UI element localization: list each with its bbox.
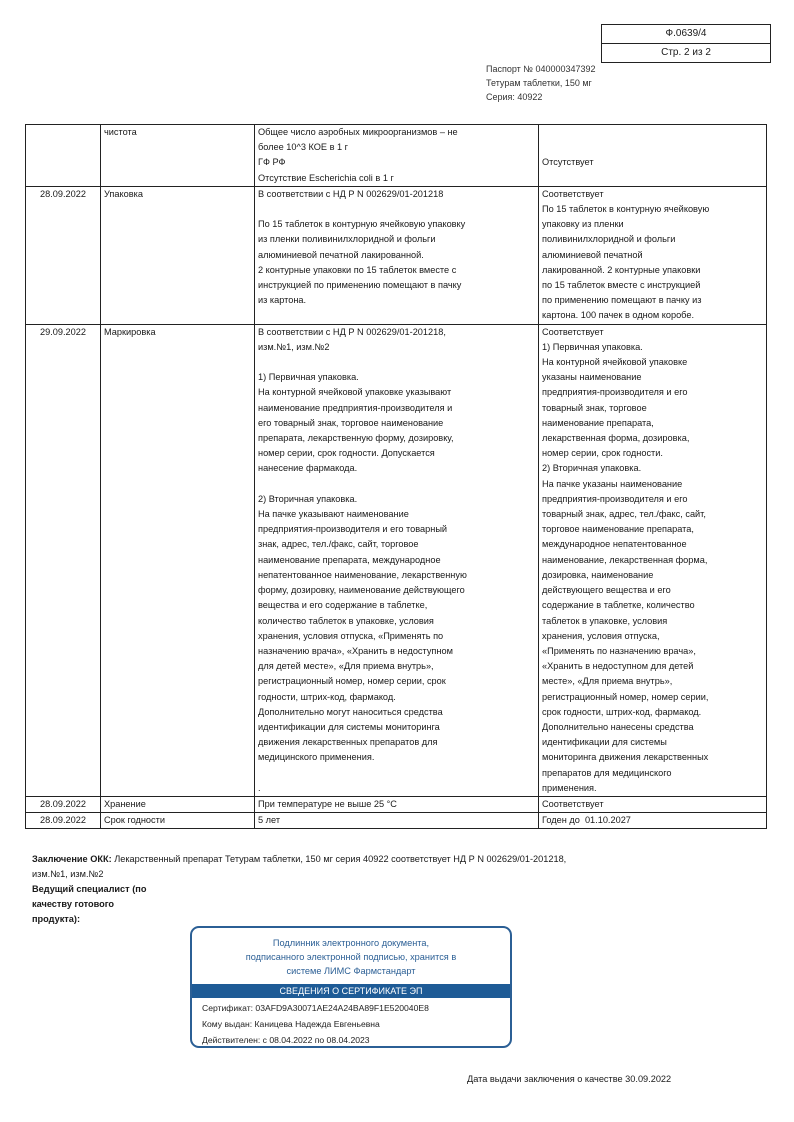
row-spec: Общее число аэробных микроорганизмов – не более 10^3 КОЕ в 1 г ГФ РФ Отсутствие Escherichia coli в 1 г <box>255 125 539 187</box>
row-spec: В соответствии с НД Р N 002629/01-201218, изм.№1, изм.№2 1) Первичная упаковка. На контурной ячейковой упаковке указывают наименование предприятия-производителя и его товарный знак, торговое наименование препарата, лекарственную форму, дозировку, номер серии, срок годности. Допускается нанесение фармакода. 2) Вторичная упаковка. На пачке указывают наименование предприятия-производителя и его товарный знак, адрес, тел./факс, сайт, торговое наименование препарата, международное непатентованное наименование, лекарственную форму, дозировку, наименование действующего вещества и его содержание в таблетке, количество таблеток в упаковке, условия хранения, условия отпуска, «Применять по назначению врача», «Хранить в недоступном для детей месте», «Для приема внутрь», регистрационный номер, номер серии, срок годности, штрих-код, фармакод. Дополнительно могут наноситься средства идентификации для системы мониторинга движения лекарственных препаратов для медицинского применения. . <box>255 324 539 796</box>
stamp-certificate: Сертификат: 03AFD9A30071AE24A24BA89F1E520040E8 <box>202 1003 429 1013</box>
row-indicator: чистота <box>101 125 255 187</box>
stamp-line-1: Подлинник электронного документа, <box>272 938 430 948</box>
row-date <box>26 125 101 187</box>
row-indicator: Срок годности <box>101 813 255 829</box>
table-row <box>26 813 767 829</box>
table-row <box>26 796 767 812</box>
series-number: Серия: 40922 <box>486 92 543 102</box>
stamp-owner: Кому выдан: Каницева Надежда Евгеньевна <box>202 1019 380 1029</box>
form-code-box <box>601 24 771 63</box>
passport-block <box>486 62 596 104</box>
row-indicator: Хранение <box>101 796 255 812</box>
passport-number: Паспорт № 040000347392 <box>486 64 596 74</box>
stamp-validity: Действителен: с 08.04.2022 по 08.04.2023 <box>202 1035 370 1045</box>
issue-date: Дата выдачи заключения о качестве 30.09.2022 <box>467 1074 672 1084</box>
conclusion-text-2: изм.№1, изм.№2 <box>32 869 104 879</box>
row-date: 28.09.2022 <box>26 813 101 829</box>
lead-specialist-label: Ведущий специалист (по качеству готового продукта): <box>32 884 147 924</box>
conclusion-label: Заключение ОКК: <box>32 854 112 864</box>
row-indicator: Упаковка <box>101 186 255 324</box>
row-spec: В соответствии с НД Р N 002629/01-201218 По 15 таблеток в контурную ячейковую упаковку из пленки поливинилхлоридной и фольги алюминиевой печатной лакированной. 2 контурные упаковки по 15 таблеток вместе с инструкцией по применению помещают в пачку из картона. <box>255 186 539 324</box>
table-row <box>26 186 767 324</box>
signature-stamp <box>190 926 512 1048</box>
row-spec: 5 лет <box>255 813 539 829</box>
quality-table <box>25 124 767 829</box>
row-result: Годен до 01.10.2027 <box>539 813 767 829</box>
stamp-line-2: подписанного электронной подписью, хранится в <box>245 952 457 962</box>
row-spec: При температуре не выше 25 °С <box>255 796 539 812</box>
row-result: Отсутствует <box>539 125 767 187</box>
row-result: Соответствует По 15 таблеток в контурную ячейковую упаковку из пленки поливинилхлоридной и фольги алюминиевой печатной лакированной. 2 контурные упаковки по 15 таблеток вместе с инструкцией по применению помещают в пачку из картона. 100 пачек в одном коробе. <box>539 186 767 324</box>
stamp-band: СВЕДЕНИЯ О СЕРТИФИКАТЕ ЭП <box>192 984 510 998</box>
stamp-line-3: системе ЛИМС Фармстандарт <box>286 966 416 976</box>
row-date: 28.09.2022 <box>26 186 101 324</box>
table-row <box>26 324 767 796</box>
conclusion <box>32 852 632 882</box>
row-result: Соответствует <box>539 796 767 812</box>
conclusion-text: Лекарственный препарат Тетурам таблетки, 150 мг серия 40922 соответствует НД Р N 002629/01-201218, <box>111 854 567 864</box>
row-indicator: Маркировка <box>101 324 255 796</box>
table-row <box>26 125 767 187</box>
row-result: Соответствует 1) Первичная упаковка. На контурной ячейковой упаковке указаны наименование предприятия-производителя и его товарный знак, торговое наименование препарата, лекарственная форма, дозировка, номер серии, срок годности. 2) Вторичная упаковка. На пачке указаны наименование предприятия-производителя и его товарный знак, адрес, тел./факс, сайт, торговое наименование препарата, международное непатентованное наименование, лекарственная форма, дозировка, наименование действующего вещества и его содержание в таблетке, количество таблеток в упаковке, условия хранения, условия отпуска, «Применять по назначению врача», «Хранить в недоступном для детей месте», «Для приема внутрь», регистрационный номер, номер серии, срок годности, штрих-код, фармакод. Дополнительно нанесены средства идентификации для системы мониторинга движения лекарственных препаратов для медицинского применения. <box>539 324 767 796</box>
product-name: Тетурам таблетки, 150 мг <box>486 78 592 88</box>
page-number: Стр. 2 из 2 <box>602 43 770 62</box>
form-code: Ф.0639/4 <box>665 28 707 39</box>
row-date: 28.09.2022 <box>26 796 101 812</box>
row-date: 29.09.2022 <box>26 324 101 796</box>
